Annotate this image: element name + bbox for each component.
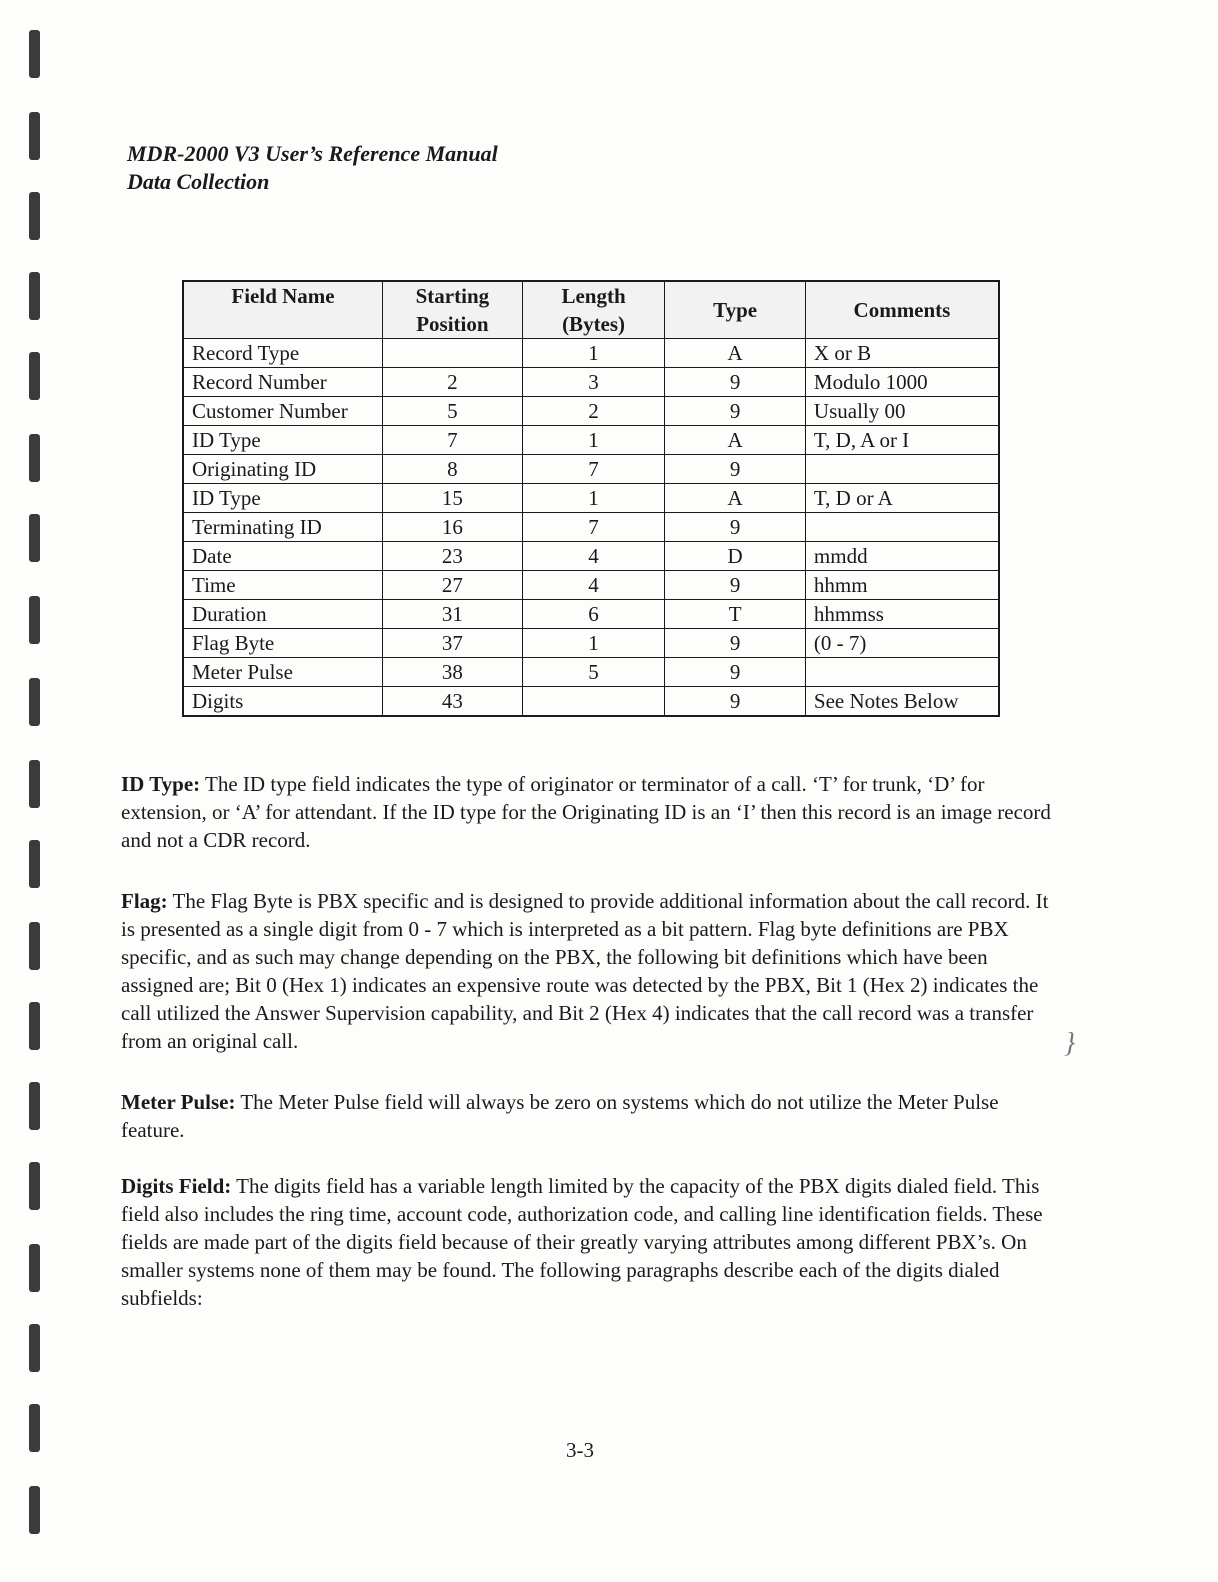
header-field-name: Field Name [183, 281, 383, 339]
cell-comments: Usually 00 [805, 397, 999, 426]
paragraph-flag [121, 887, 1051, 1055]
binder-hole [29, 1002, 40, 1050]
cell-length: 1 [522, 339, 665, 368]
cell-comments: See Notes Below [805, 687, 999, 717]
cell-field-name: Record Number [183, 368, 383, 397]
table-row [183, 455, 999, 484]
binder-hole [29, 192, 40, 240]
binder-hole [29, 1486, 40, 1534]
cell-starting-position: 31 [383, 600, 523, 629]
table-row [183, 629, 999, 658]
table-header-row [183, 281, 999, 339]
paragraph-text: The Flag Byte is PBX specific and is designed to provide additional information about the call record. It is presented as a single digit from 0 - 7 which is interpreted as a bit pattern. Flag byte definitions are PBX specific, and as such may change depending on the PBX, the following bit definitions which have been assigned are; Bit 0 (Hex 1) indicates an expensive route was detected by the PBX, Bit 1 (Hex 2) indicates the call utilized the Answer Supervision capability, and Bit 2 (Hex 4) indicates that the call record was a transfer from an original call. [121, 889, 1049, 1053]
cell-starting-position: 8 [383, 455, 523, 484]
cell-type: 9 [665, 368, 806, 397]
cell-starting-position: 7 [383, 426, 523, 455]
cell-starting-position: 43 [383, 687, 523, 717]
cell-type: 9 [665, 571, 806, 600]
header-comments: Comments [805, 281, 999, 339]
paragraph-digits-field [121, 1172, 1051, 1312]
cell-comments: (0 - 7) [805, 629, 999, 658]
binder-hole [29, 840, 40, 888]
binder-hole [29, 1162, 40, 1210]
cell-starting-position: 38 [383, 658, 523, 687]
record-fields-table [182, 280, 1000, 717]
cell-length [522, 687, 665, 717]
table-row [183, 484, 999, 513]
cell-type: T [665, 600, 806, 629]
cell-comments: mmdd [805, 542, 999, 571]
table-row [183, 687, 999, 717]
cell-starting-position: 16 [383, 513, 523, 542]
paragraph-id-type [121, 770, 1051, 854]
cell-starting-position: 2 [383, 368, 523, 397]
header-length: Length (Bytes) [522, 281, 665, 339]
cell-type: D [665, 542, 806, 571]
binder-hole [29, 30, 40, 78]
binder-hole [29, 1244, 40, 1292]
cell-type: 9 [665, 687, 806, 717]
cell-field-name: Date [183, 542, 383, 571]
cell-comments: hhmm [805, 571, 999, 600]
cell-length: 1 [522, 629, 665, 658]
table-row [183, 426, 999, 455]
paragraph-label: ID Type: [121, 772, 201, 796]
cell-field-name: Duration [183, 600, 383, 629]
cell-length: 1 [522, 426, 665, 455]
cell-field-name: ID Type [183, 426, 383, 455]
cell-starting-position: 5 [383, 397, 523, 426]
table-row [183, 600, 999, 629]
table-body [183, 339, 999, 717]
binder-hole [29, 922, 40, 970]
cell-field-name: Originating ID [183, 455, 383, 484]
header-starting-position: Starting Position [383, 281, 523, 339]
cell-length: 3 [522, 368, 665, 397]
binder-hole [29, 760, 40, 808]
cell-field-name: Flag Byte [183, 629, 383, 658]
cell-comments [805, 513, 999, 542]
binder-hole [29, 1324, 40, 1372]
binder-hole [29, 112, 40, 160]
table-row [183, 571, 999, 600]
paragraph-label: Digits Field: [121, 1174, 232, 1198]
binder-hole [29, 1082, 40, 1130]
cell-starting-position: 37 [383, 629, 523, 658]
cell-field-name: Digits [183, 687, 383, 717]
cell-type: A [665, 339, 806, 368]
cell-comments: hhmmss [805, 600, 999, 629]
cell-comments: Modulo 1000 [805, 368, 999, 397]
cell-length: 4 [522, 542, 665, 571]
cell-type: A [665, 484, 806, 513]
cell-field-name: Record Type [183, 339, 383, 368]
binder-hole [29, 352, 40, 400]
binder-hole [29, 596, 40, 644]
binder-hole [29, 678, 40, 726]
header-type: Type [665, 281, 806, 339]
cell-starting-position: 15 [383, 484, 523, 513]
paragraph-text: The ID type field indicates the type of originator or terminator of a call. ‘T’ for trunk, ‘D’ for extension, or ‘A’ for attendant. If the ID type for the Originating ID is an ‘I’ then this record is an image record and not a CDR record. [121, 772, 1051, 852]
page-number: 3-3 [566, 1438, 594, 1462]
cell-field-name: Time [183, 571, 383, 600]
cell-starting-position: 23 [383, 542, 523, 571]
table-row [183, 542, 999, 571]
cell-type: 9 [665, 658, 806, 687]
binder-hole [29, 514, 40, 562]
paragraph-label: Flag: [121, 889, 168, 913]
cell-comments: T, D, A or I [805, 426, 999, 455]
cell-type: 9 [665, 455, 806, 484]
page-header [127, 140, 498, 196]
cell-comments: T, D or A [805, 484, 999, 513]
cell-comments: X or B [805, 339, 999, 368]
cell-starting-position: 27 [383, 571, 523, 600]
binder-hole [29, 434, 40, 482]
cell-length: 2 [522, 397, 665, 426]
table-row [183, 368, 999, 397]
table-row [183, 339, 999, 368]
section-title: Data Collection [127, 169, 270, 194]
cell-field-name: Terminating ID [183, 513, 383, 542]
cell-field-name: ID Type [183, 484, 383, 513]
cell-length: 7 [522, 513, 665, 542]
cell-type: A [665, 426, 806, 455]
paragraph-text: The Meter Pulse field will always be zero on systems which do not utilize the Meter Pulse feature. [121, 1090, 999, 1142]
cell-field-name: Customer Number [183, 397, 383, 426]
cell-type: 9 [665, 513, 806, 542]
manual-title: MDR-2000 V3 User’s Reference Manual [127, 141, 498, 166]
paragraph-label: Meter Pulse: [121, 1090, 236, 1114]
table-row [183, 397, 999, 426]
cell-length: 6 [522, 600, 665, 629]
cell-length: 4 [522, 571, 665, 600]
cell-starting-position [383, 339, 523, 368]
cell-field-name: Meter Pulse [183, 658, 383, 687]
cell-length: 5 [522, 658, 665, 687]
paragraph-meter-pulse [121, 1088, 1051, 1144]
cell-comments [805, 658, 999, 687]
table-row [183, 658, 999, 687]
cell-type: 9 [665, 629, 806, 658]
margin-bracket-mark: } [1064, 1028, 1076, 1059]
cell-comments [805, 455, 999, 484]
cell-length: 7 [522, 455, 665, 484]
cell-type: 9 [665, 397, 806, 426]
paragraph-text: The digits field has a variable length limited by the capacity of the PBX digits dialed field. This field also includes the ring time, account code, authorization code, and calling line identification fields. These fields are made part of the digits field because of their greatly varying attributes among different PBX’s. On smaller systems none of them may be found. The following paragraphs describe each of the digits dialed subfields: [121, 1174, 1043, 1310]
table-row [183, 513, 999, 542]
binder-hole [29, 272, 40, 320]
cell-length: 1 [522, 484, 665, 513]
